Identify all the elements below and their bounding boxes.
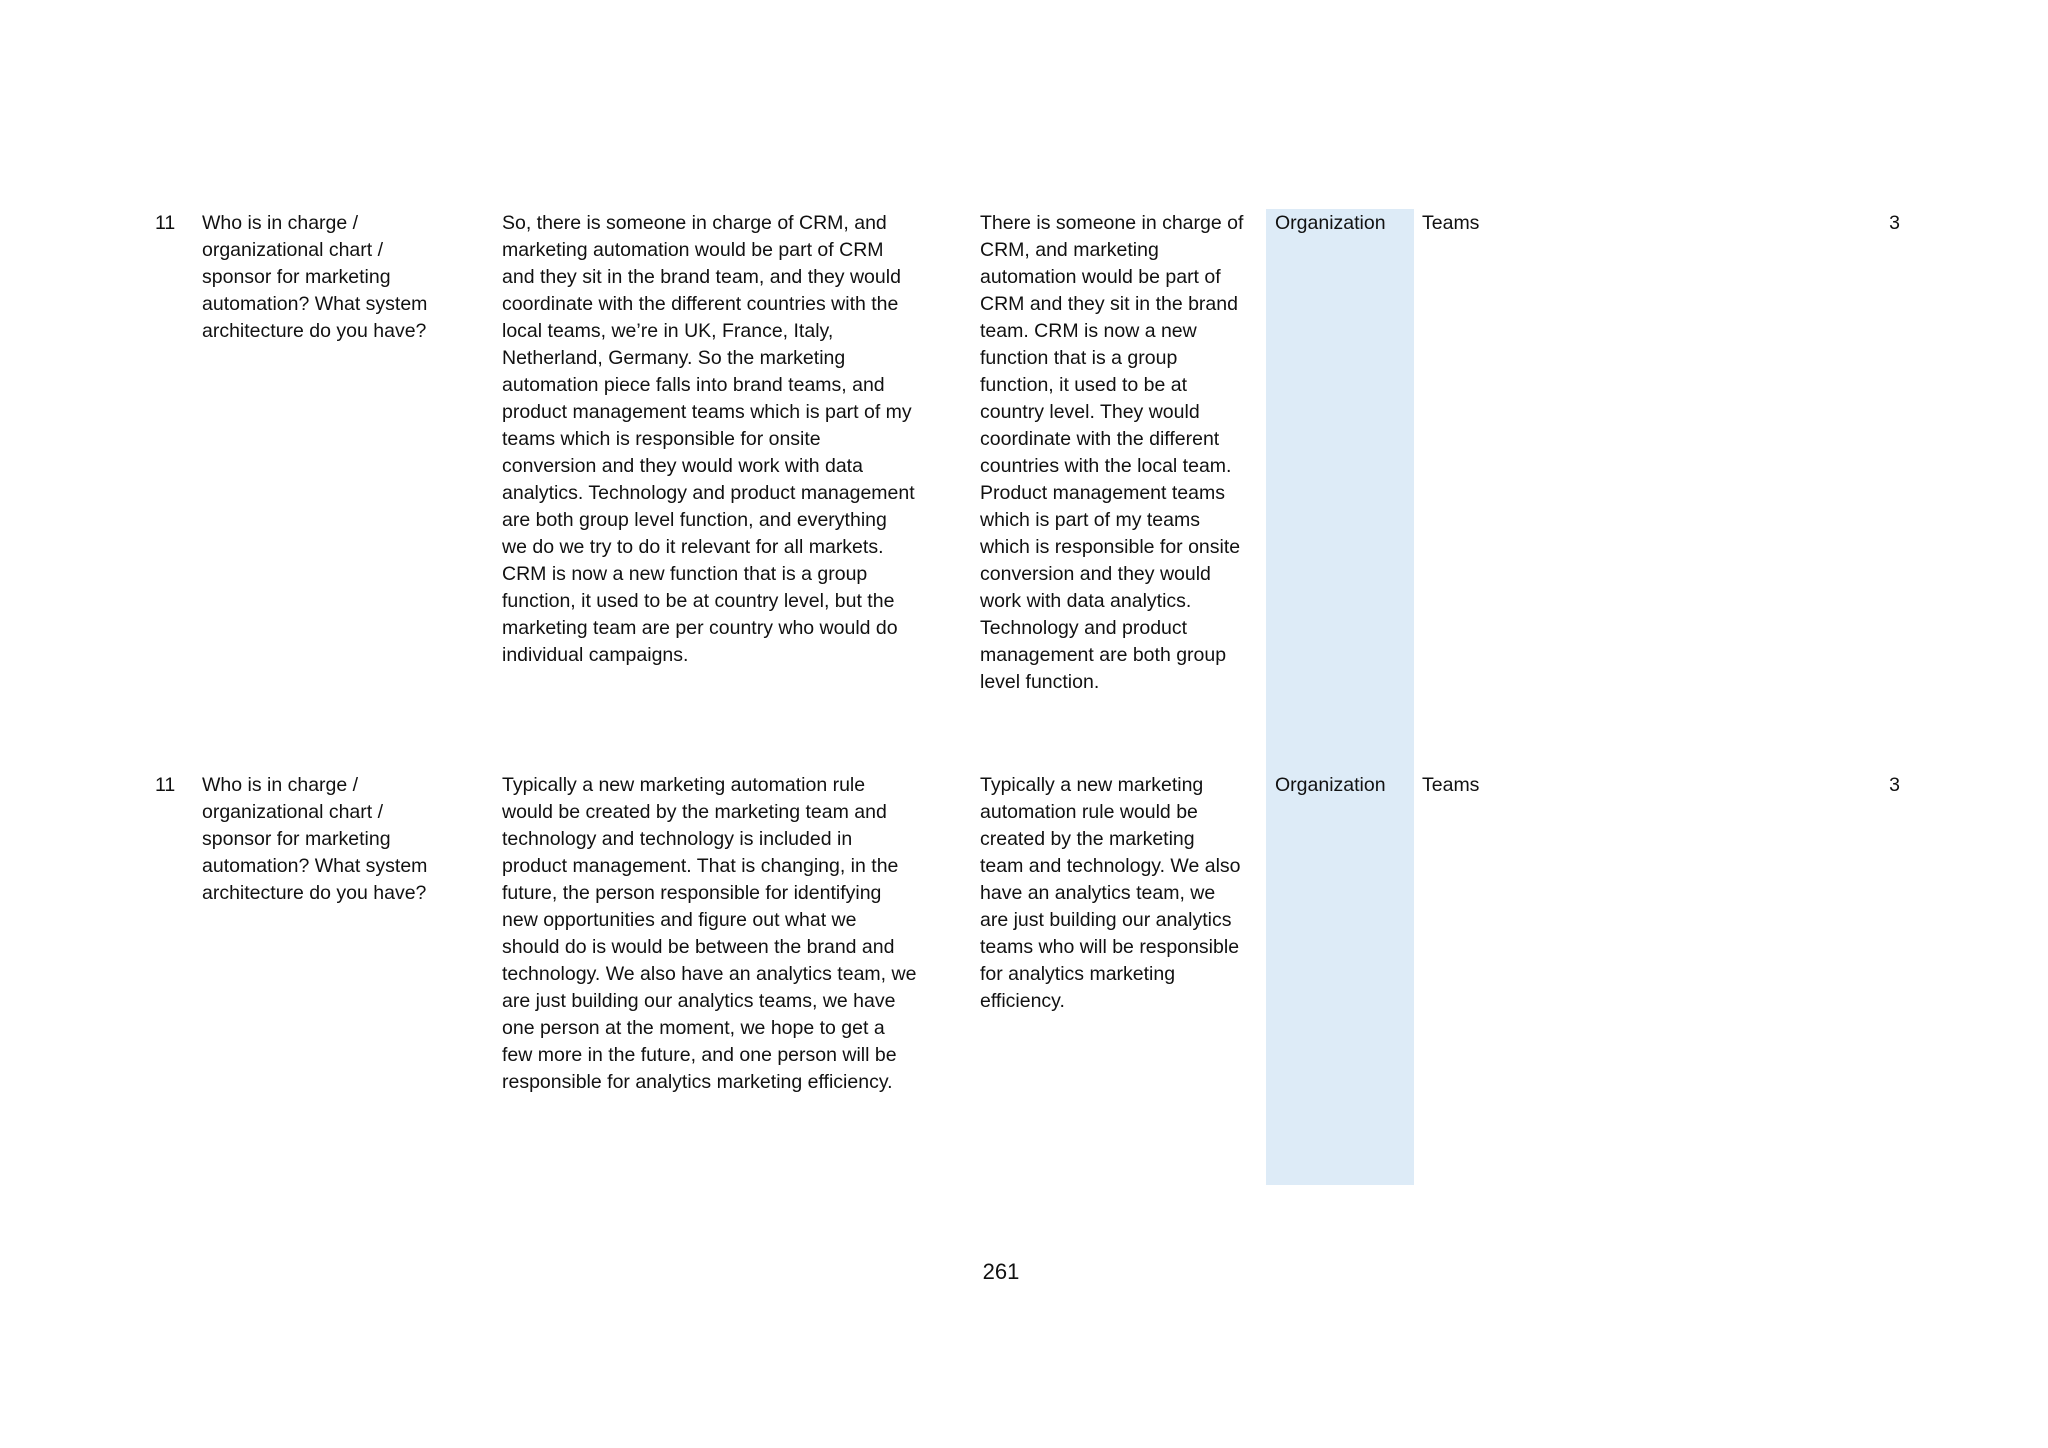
answer-summary: Typically a new marketing automation rule would be created by the marketing team and technology. We also have an analytics team, we are just building our analytics teams who will be responsible for analytics marketing efficiency. xyxy=(980,774,1241,1012)
subcategory-label: Teams xyxy=(1422,774,1480,796)
category-label: Organization xyxy=(1275,212,1386,234)
question-number: 11 xyxy=(155,774,176,796)
answer-transcript: Typically a new marketing automation rule would be created by the marketing team and technology and technology is included in product management. That is changing, in the future, the person responsible for identifying new opportunities and figure out what we should do is would be between the brand and technology. We also have an analytics team, we are just building our analytics teams, we have one person at the moment, we hope to get a few more in the future, and one person will be responsible for analytics marketing efficiency. xyxy=(502,774,917,1093)
question-text: Who is in charge / organizational chart / sponsor for marketing automation? What system architecture do you have? xyxy=(202,774,428,904)
page-number: 261 xyxy=(982,1259,1020,1284)
answer-summary: There is someone in charge of CRM, and marketing automation would be part of CRM and they sit in the brand team. CRM is now a new function that is a group function, it used to be at country level. They would coordinate with the different countries with the local team. Product management teams which is part of my teams which is responsible for onsite conversion and they would work with data analytics. Technology and product management are both group level function. xyxy=(980,212,1244,693)
subcategory-label: Teams xyxy=(1422,212,1480,234)
score-value: 3 xyxy=(1889,774,1900,796)
answer-transcript: So, there is someone in charge of CRM, and marketing automation would be part of CRM and they sit in the brand team, and they would coordinate with the different countries with the local teams, we’re in UK, France, Italy, Netherland, Germany. So the marketing automation piece falls into brand teams, and product management teams which is part of my teams which is responsible for onsite conversion and they would work with data analytics. Technology and product management are both group level function, and everything we do we try to do it relevant for all markets. CRM is now a new function that is a group function, it used to be at country level, but the marketing team are per country who would do individual campaigns. xyxy=(502,212,915,666)
category-column-highlight xyxy=(1266,209,1414,1185)
category-label: Organization xyxy=(1275,774,1386,796)
question-number: 11 xyxy=(155,212,176,234)
score-value: 3 xyxy=(1889,212,1900,234)
question-text: Who is in charge / organizational chart / sponsor for marketing automation? What system architecture do you have? xyxy=(202,212,428,342)
